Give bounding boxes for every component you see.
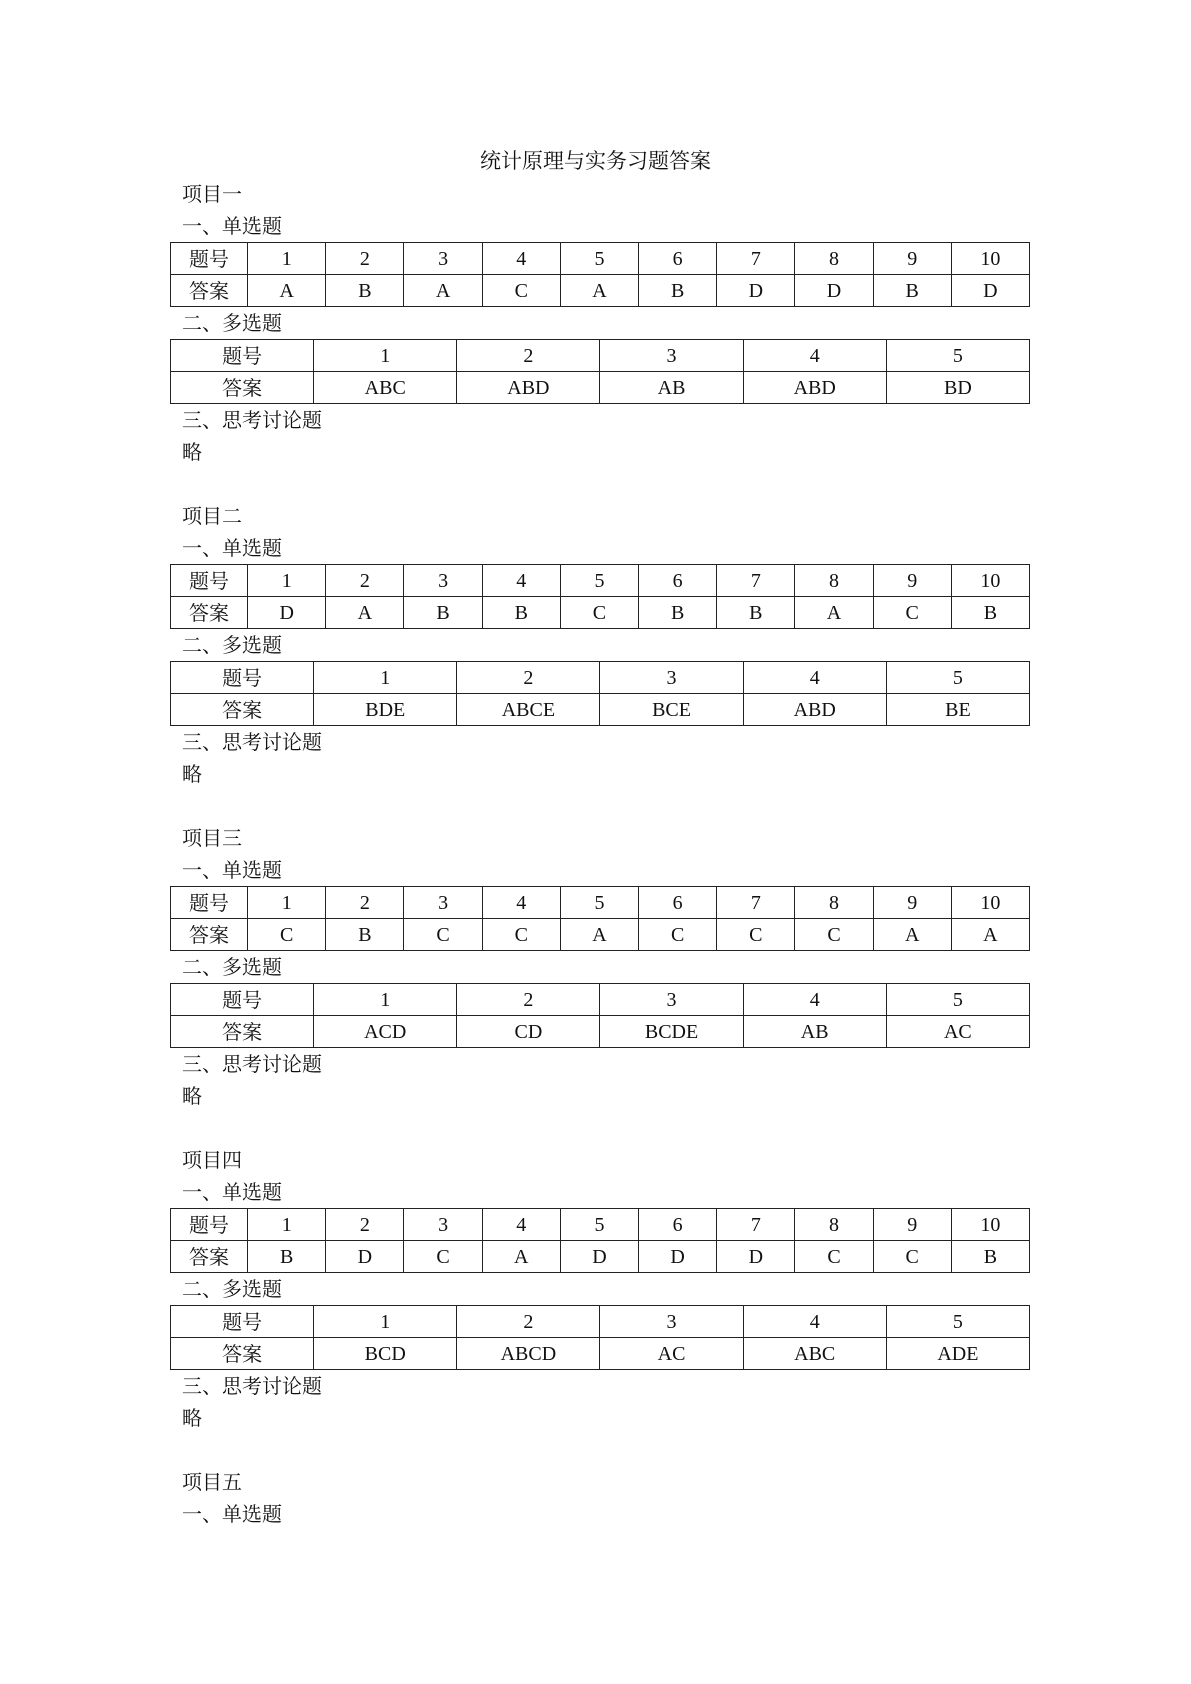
single-choice-heading: 一、单选题 [182,214,282,238]
question-number-cell: 1 [248,887,326,919]
answer-cell: C [873,597,951,629]
page-title: 统计原理与实务习题答案 [480,149,711,173]
row-header: 答案 [171,1016,314,1048]
discussion-heading: 三、思考讨论题 [182,1374,322,1398]
multi-choice-table [170,1305,1030,1370]
question-number-cell: 2 [457,984,600,1016]
answer-cell: BD [886,372,1029,404]
row-header: 题号 [171,887,248,919]
question-number-cell: 5 [886,984,1029,1016]
answer-cell: BDE [314,694,457,726]
multi-choice-table [170,661,1030,726]
question-number-cell: 3 [404,565,482,597]
question-number-cell: 2 [457,1306,600,1338]
question-number-cell: 4 [482,565,560,597]
row-header: 题号 [171,984,314,1016]
question-number-cell: 2 [326,243,404,275]
answer-cell: ABD [457,372,600,404]
answer-cell: D [560,1241,638,1273]
question-number-cell: 1 [248,243,326,275]
question-number-cell: 1 [314,340,457,372]
answer-cell: B [873,275,951,307]
answer-cell: D [951,275,1029,307]
question-number-cell: 10 [951,243,1029,275]
question-number-cell: 3 [404,1209,482,1241]
answer-cell: A [560,919,638,951]
question-number-cell: 7 [717,1209,795,1241]
answer-cell: A [560,275,638,307]
answer-cell: C [404,919,482,951]
question-number-cell: 6 [639,243,717,275]
answer-cell: D [717,1241,795,1273]
answer-cell: C [795,1241,873,1273]
answer-cell: C [795,919,873,951]
question-number-cell: 7 [717,243,795,275]
row-header: 题号 [171,565,248,597]
answer-cell: A [248,275,326,307]
question-number-cell: 10 [951,565,1029,597]
question-number-cell: 8 [795,565,873,597]
question-number-cell: 3 [600,662,743,694]
question-number-cell: 2 [457,662,600,694]
answer-cell: ABCD [457,1338,600,1370]
answer-cell: C [404,1241,482,1273]
project-heading: 项目三 [182,826,242,850]
answer-cell: ABC [314,372,457,404]
question-number-cell: 9 [873,243,951,275]
answer-cell: ABC [743,1338,886,1370]
answer-cell: D [717,275,795,307]
question-number-cell: 1 [314,984,457,1016]
discussion-answer: 略 [182,1406,202,1430]
multi-choice-heading: 二、多选题 [182,1277,282,1301]
row-header: 答案 [171,597,248,629]
question-number-cell: 5 [560,243,638,275]
question-number-cell: 9 [873,887,951,919]
discussion-answer: 略 [182,762,202,786]
question-number-cell: 5 [560,887,638,919]
answer-cell: B [717,597,795,629]
question-number-cell: 3 [404,243,482,275]
question-number-cell: 4 [482,1209,560,1241]
single-choice-table [170,242,1030,307]
question-number-cell: 1 [314,1306,457,1338]
answer-cell: C [482,919,560,951]
answer-cell: BE [886,694,1029,726]
answer-cell: ABCE [457,694,600,726]
answer-cell: A [873,919,951,951]
answer-cell: B [639,597,717,629]
answer-cell: A [795,597,873,629]
answer-cell: D [795,275,873,307]
row-header: 题号 [171,1306,314,1338]
answer-cell: ACD [314,1016,457,1048]
question-number-cell: 8 [795,243,873,275]
answer-cell: BCDE [600,1016,743,1048]
question-number-cell: 2 [326,1209,404,1241]
row-header: 题号 [171,1209,248,1241]
answer-cell: D [639,1241,717,1273]
question-number-cell: 5 [886,662,1029,694]
answer-cell: AB [743,1016,886,1048]
document-body [170,178,1030,1530]
question-number-cell: 2 [326,565,404,597]
answer-cell: C [873,1241,951,1273]
answer-cell: D [326,1241,404,1273]
answer-cell: D [248,597,326,629]
answer-cell: B [248,1241,326,1273]
question-number-cell: 3 [600,1306,743,1338]
answer-cell: C [639,919,717,951]
row-header: 答案 [171,919,248,951]
question-number-cell: 4 [482,887,560,919]
multi-choice-heading: 二、多选题 [182,633,282,657]
question-number-cell: 8 [795,887,873,919]
question-number-cell: 7 [717,565,795,597]
answer-cell: B [326,275,404,307]
question-number-cell: 4 [743,340,886,372]
multi-choice-heading: 二、多选题 [182,311,282,335]
single-choice-heading: 一、单选题 [182,858,282,882]
question-number-cell: 10 [951,887,1029,919]
answer-cell: ABD [743,694,886,726]
question-number-cell: 5 [560,1209,638,1241]
question-number-cell: 5 [886,1306,1029,1338]
answer-cell: AB [600,372,743,404]
answer-cell: A [482,1241,560,1273]
discussion-answer: 略 [182,440,202,464]
row-header: 答案 [171,694,314,726]
answer-cell: B [639,275,717,307]
row-header: 题号 [171,340,314,372]
row-header: 答案 [171,372,314,404]
answer-cell: CD [457,1016,600,1048]
single-choice-heading: 一、单选题 [182,1180,282,1204]
question-number-cell: 8 [795,1209,873,1241]
question-number-cell: 3 [600,340,743,372]
discussion-heading: 三、思考讨论题 [182,1052,322,1076]
row-header: 答案 [171,1338,314,1370]
question-number-cell: 2 [326,887,404,919]
question-number-cell: 5 [560,565,638,597]
question-number-cell: 4 [743,984,886,1016]
row-header: 答案 [171,1241,248,1273]
answer-cell: ADE [886,1338,1029,1370]
discussion-heading: 三、思考讨论题 [182,730,322,754]
answer-cell: A [951,919,1029,951]
multi-choice-heading: 二、多选题 [182,955,282,979]
discussion-answer: 略 [182,1084,202,1108]
multi-choice-table [170,339,1030,404]
question-number-cell: 5 [886,340,1029,372]
answer-cell: B [404,597,482,629]
answer-cell: B [326,919,404,951]
question-number-cell: 10 [951,1209,1029,1241]
question-number-cell: 9 [873,1209,951,1241]
question-number-cell: 3 [404,887,482,919]
single-choice-table [170,564,1030,629]
question-number-cell: 1 [248,1209,326,1241]
answer-cell: B [951,1241,1029,1273]
row-header: 题号 [171,243,248,275]
question-number-cell: 9 [873,565,951,597]
single-choice-table [170,886,1030,951]
answer-cell: A [404,275,482,307]
question-number-cell: 3 [600,984,743,1016]
answer-cell: C [560,597,638,629]
single-choice-heading: 一、单选题 [182,536,282,560]
question-number-cell: 4 [743,1306,886,1338]
project-heading: 项目四 [182,1148,242,1172]
answer-cell: BCE [600,694,743,726]
question-number-cell: 7 [717,887,795,919]
answer-cell: C [482,275,560,307]
row-header: 题号 [171,662,314,694]
answer-cell: C [717,919,795,951]
single-choice-heading: 一、单选题 [182,1502,282,1526]
answer-cell: A [326,597,404,629]
question-number-cell: 6 [639,565,717,597]
answer-cell: BCD [314,1338,457,1370]
project-heading: 项目二 [182,504,242,528]
question-number-cell: 6 [639,887,717,919]
question-number-cell: 6 [639,1209,717,1241]
question-number-cell: 4 [482,243,560,275]
answer-cell: B [482,597,560,629]
answer-cell: ABD [743,372,886,404]
project-heading: 项目一 [182,182,242,206]
question-number-cell: 1 [314,662,457,694]
multi-choice-table [170,983,1030,1048]
question-number-cell: 2 [457,340,600,372]
single-choice-table [170,1208,1030,1273]
question-number-cell: 4 [743,662,886,694]
question-number-cell: 1 [248,565,326,597]
answer-cell: AC [886,1016,1029,1048]
row-header: 答案 [171,275,248,307]
discussion-heading: 三、思考讨论题 [182,408,322,432]
answer-cell: C [248,919,326,951]
answer-cell: AC [600,1338,743,1370]
project-heading: 项目五 [182,1470,242,1494]
answer-cell: B [951,597,1029,629]
